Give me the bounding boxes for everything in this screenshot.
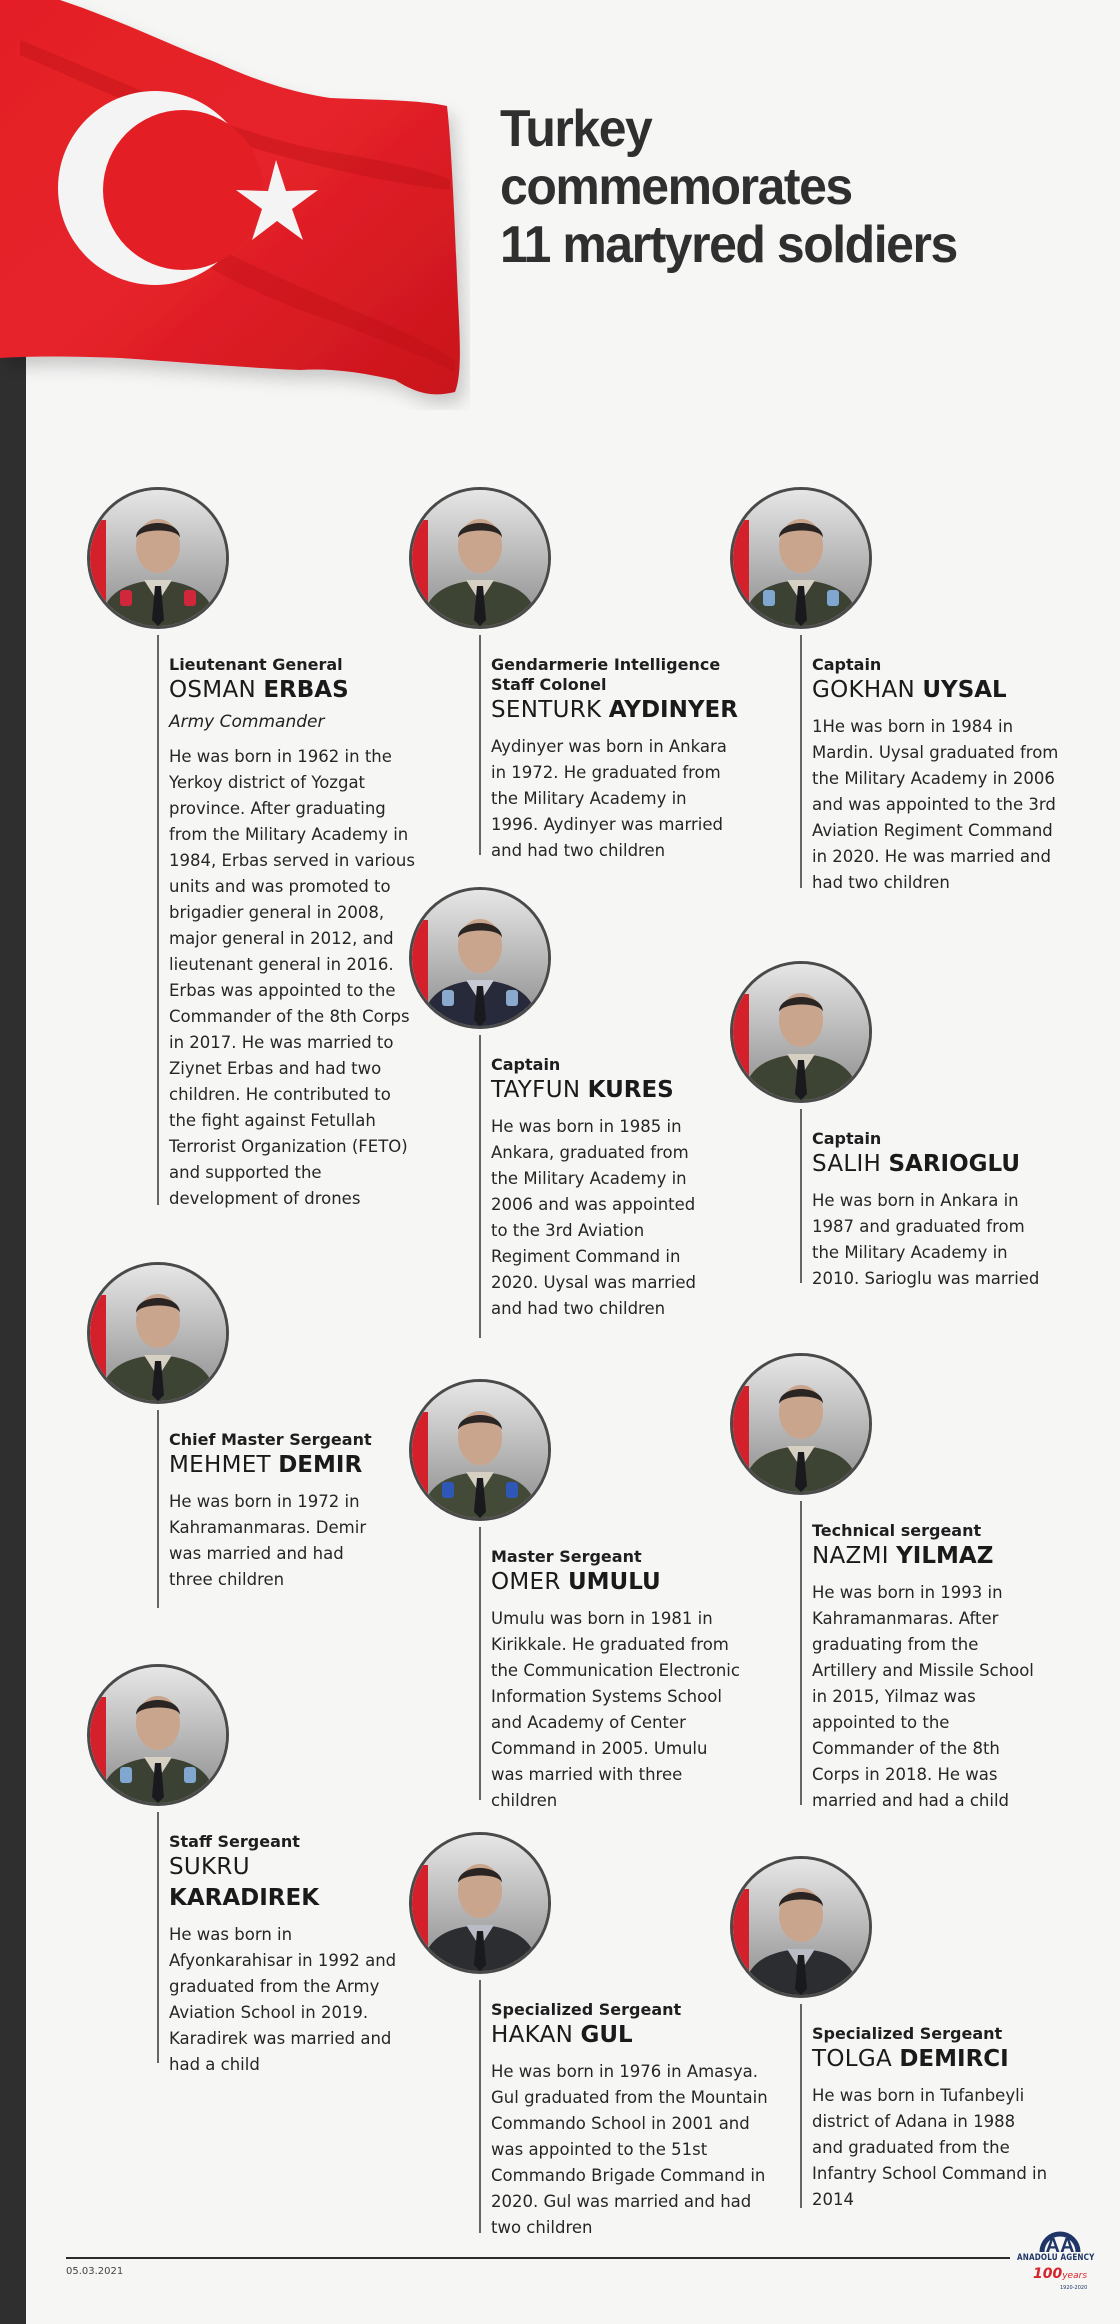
soldier-rank: Captain bbox=[812, 655, 882, 674]
logo-years bbox=[1033, 2266, 1087, 2282]
footer-divider bbox=[66, 2257, 1010, 2259]
soldier-rank: Specialized Sergeant bbox=[812, 2024, 1003, 2043]
portrait-icon bbox=[90, 490, 226, 626]
soldier-info bbox=[491, 2000, 791, 2241]
soldier-info bbox=[812, 1129, 1082, 1292]
soldier-rank: Technical sergeant bbox=[812, 1521, 982, 1540]
soldier-bio: 1He was born in 1984 in Mardin. Uysal graduated from the Military Academy in 2006 and was appointed to the 3rd Aviation Regiment Command in 2020. He was married and had two children bbox=[812, 717, 1059, 892]
soldier-photo bbox=[409, 1379, 551, 1521]
soldier-first-name: SALIH bbox=[812, 1151, 882, 1177]
soldier-photo bbox=[87, 1262, 229, 1404]
soldier-rank: Specialized Sergeant bbox=[491, 2000, 682, 2019]
soldier-bio: He was born in 1972 in Kahramanmaras. Demir was married and had three children bbox=[169, 1492, 367, 1589]
soldier-name bbox=[169, 1852, 439, 1914]
logo-year-range: 1920-2020 bbox=[1060, 2285, 1088, 2291]
soldier-first-name: SENTURK bbox=[491, 697, 602, 723]
soldier-info bbox=[491, 1055, 761, 1322]
soldier-role: Army Commander bbox=[169, 712, 325, 732]
title-line-2: commemorates bbox=[500, 158, 852, 216]
soldier-photo bbox=[409, 487, 551, 629]
soldier-rank: Gendarmerie Intelligence Staff Colonel bbox=[491, 655, 721, 694]
soldier-last-name: SARIOGLU bbox=[888, 1151, 1021, 1177]
portrait-icon bbox=[412, 490, 548, 626]
soldier-photo bbox=[87, 1664, 229, 1806]
soldier-rank: Captain bbox=[491, 1055, 561, 1074]
timeline-connector bbox=[800, 1109, 802, 1283]
timeline-connector bbox=[157, 635, 159, 1205]
timeline-connector bbox=[157, 1812, 159, 2063]
logo-mark: AA bbox=[1045, 2235, 1075, 2257]
soldier-rank: Staff Sergeant bbox=[169, 1832, 300, 1851]
soldier-info bbox=[491, 655, 761, 864]
soldier-rank: Lieutenant General bbox=[169, 655, 343, 674]
soldier-name bbox=[491, 1075, 761, 1106]
soldier-info bbox=[169, 655, 439, 1212]
soldier-bio: He was born in Ankara in 1987 and graduated from the Military Academy in 2010. Sarioglu was married bbox=[812, 1191, 1040, 1288]
soldier-info bbox=[812, 655, 1082, 896]
soldier-last-name: UMULU bbox=[567, 1569, 661, 1595]
soldier-info bbox=[169, 1430, 439, 1593]
soldier-name bbox=[491, 2020, 791, 2051]
soldier-first-name: HAKAN bbox=[491, 2022, 574, 2048]
soldier-bio: Umulu was born in 1981 in Kirikkale. He graduated from the Communication Electronic Information Systems School and Academy of Center Command in 2005. Umulu was married with three children bbox=[491, 1609, 740, 1810]
soldier-first-name: OMER bbox=[491, 1569, 561, 1595]
timeline-connector bbox=[479, 1035, 481, 1338]
soldier-info bbox=[169, 1832, 439, 2078]
timeline-connector bbox=[800, 2004, 802, 2208]
turkish-flag-icon bbox=[0, 0, 470, 410]
soldier-first-name: TAYFUN bbox=[491, 1077, 581, 1103]
portrait-icon bbox=[90, 1667, 226, 1803]
portrait-icon bbox=[412, 890, 548, 1026]
soldier-last-name: DEMIR bbox=[278, 1452, 363, 1478]
timeline-connector bbox=[479, 1527, 481, 1800]
portrait-icon bbox=[733, 490, 869, 626]
soldier-bio: He was born in 1962 in the Yerkoy district of Yozgat province. After graduating from the Military Academy in 1984, Erbas served in various units and was promoted to brigadier general in 2008, major general in 2012, and lieutenant general in 2016. Erbas was appointed to the Commander of the 8th Corps in 2017. He was married to Ziynet Erbas and had two children. He contributed to the fight against Fetullah Terrorist Organization (FETO) and supported the development of drones bbox=[169, 747, 415, 1208]
soldier-first-name: SUKRU bbox=[169, 1854, 250, 1880]
soldier-last-name: DEMIRCI bbox=[899, 2046, 1009, 2072]
soldier-info bbox=[491, 1547, 761, 1814]
soldier-name bbox=[491, 695, 761, 726]
soldier-last-name: ERBAS bbox=[263, 677, 349, 703]
soldier-rank: Master Sergeant bbox=[491, 1547, 642, 1566]
soldier-bio: Aydinyer was born in Ankara in 1972. He graduated from the Military Academy in 1996. Aydinyer was married and had two children bbox=[491, 737, 727, 860]
soldier-last-name: UYSAL bbox=[922, 677, 1007, 703]
soldier-photo bbox=[730, 1353, 872, 1495]
soldier-first-name: MEHMET bbox=[169, 1452, 271, 1478]
logo-years-number: 100 bbox=[1033, 2266, 1063, 2282]
timeline-connector bbox=[479, 1980, 481, 2233]
soldier-bio: He was born in Tufanbeyli district of Adana in 1988 and graduated from the Infantry School Command in 2014 bbox=[812, 2086, 1048, 2209]
timeline-connector bbox=[157, 1410, 159, 1608]
soldier-bio: He was born in 1976 in Amasya. Gul graduated from the Mountain Commando School in 2001 and was appointed to the 51st Commando Brigade Command in 2020. Gul was married and had two children bbox=[491, 2062, 768, 2237]
soldier-photo bbox=[730, 1856, 872, 1998]
soldier-photo bbox=[409, 1832, 551, 1974]
soldier-info bbox=[812, 2024, 1082, 2213]
timeline-connector bbox=[800, 1501, 802, 1805]
soldier-photo bbox=[730, 487, 872, 629]
portrait-icon bbox=[412, 1835, 548, 1971]
soldier-photo bbox=[409, 887, 551, 1029]
publish-date: 05.03.2021 bbox=[66, 2266, 124, 2277]
soldier-name bbox=[812, 675, 1082, 706]
soldier-bio: He was born in 1993 in Kahramanmaras. After graduating from the Artillery and Missile School in 2015, Yilmaz was appointed to the Commander of the 8th Corps in 2018. He was married and had a child bbox=[812, 1583, 1034, 1810]
soldier-last-name: AYDINYER bbox=[608, 697, 738, 723]
soldier-first-name: GOKHAN bbox=[812, 677, 916, 703]
soldier-last-name: GUL bbox=[580, 2022, 633, 2048]
soldier-name bbox=[812, 1149, 1082, 1180]
portrait-icon bbox=[733, 1356, 869, 1492]
soldier-first-name: TOLGA bbox=[812, 2046, 893, 2072]
portrait-icon bbox=[733, 964, 869, 1100]
portrait-icon bbox=[90, 1265, 226, 1401]
soldier-name bbox=[169, 1450, 439, 1481]
title-line-3: 11 martyred soldiers bbox=[500, 216, 957, 274]
page-title bbox=[500, 100, 1076, 274]
logo-years-word: years bbox=[1062, 2271, 1088, 2281]
soldier-name bbox=[812, 1541, 1082, 1572]
soldier-photo bbox=[87, 487, 229, 629]
soldier-name bbox=[812, 2044, 1082, 2075]
timeline-connector bbox=[800, 635, 802, 888]
soldier-rank: Captain bbox=[812, 1129, 882, 1148]
soldier-bio: He was born in Afyonkarahisar in 1992 and graduated from the Army Aviation School in 2019. Karadirek was married and had a child bbox=[169, 1925, 397, 2074]
soldier-photo bbox=[730, 961, 872, 1103]
title-line-1: Turkey bbox=[500, 100, 652, 158]
portrait-icon bbox=[733, 1859, 869, 1995]
soldier-last-name: KARADIREK bbox=[169, 1885, 320, 1911]
soldier-rank: Chief Master Sergeant bbox=[169, 1430, 372, 1449]
timeline-connector bbox=[479, 635, 481, 855]
soldier-first-name: OSMAN bbox=[169, 677, 256, 703]
soldier-first-name: NAZMI bbox=[812, 1543, 889, 1569]
soldier-name bbox=[491, 1567, 761, 1598]
soldier-info bbox=[812, 1521, 1082, 1814]
flagpole bbox=[0, 346, 26, 2324]
soldier-bio: He was born in 1985 in Ankara, graduated from the Military Academy in 2006 and was appointed to the 3rd Aviation Regiment Command in 2020. Uysal was married and had two children bbox=[491, 1117, 696, 1318]
portrait-icon bbox=[412, 1382, 548, 1518]
logo-agency-name: ANADOLU AGENCY bbox=[1017, 2253, 1095, 2263]
soldier-name bbox=[169, 675, 439, 706]
soldier-last-name: KURES bbox=[587, 1077, 674, 1103]
soldier-last-name: YILMAZ bbox=[896, 1543, 994, 1569]
